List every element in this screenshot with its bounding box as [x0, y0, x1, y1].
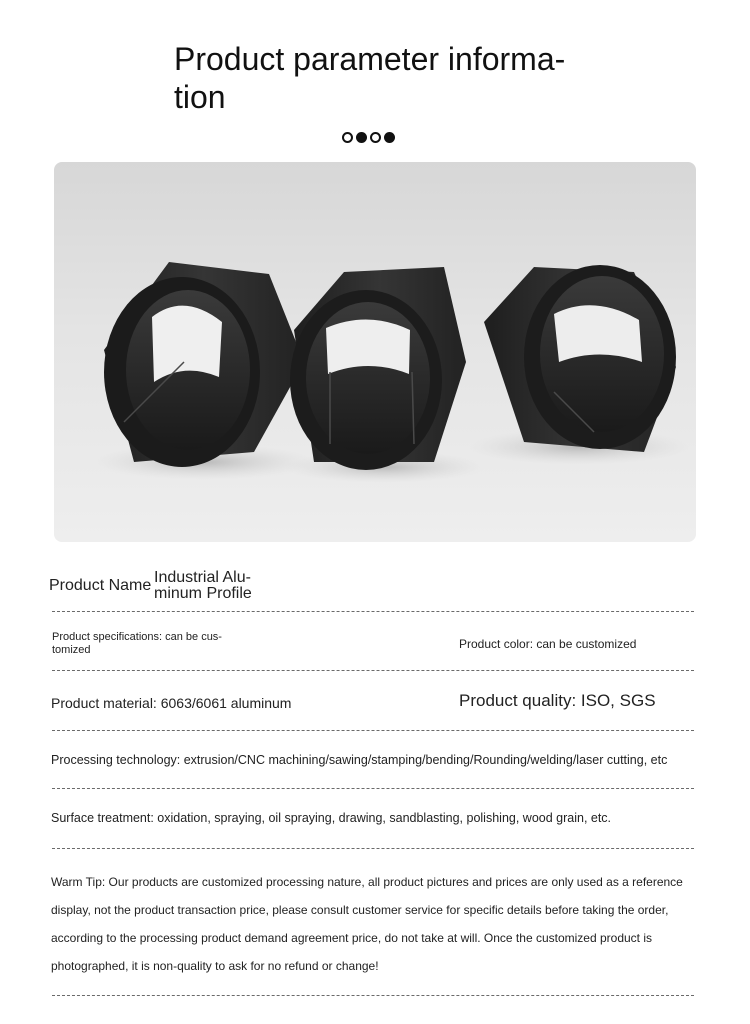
divider: [52, 788, 694, 789]
divider: [52, 995, 694, 996]
tube-left: [104, 262, 304, 467]
carousel-dot[interactable]: [370, 132, 381, 143]
page-title: Product parameter informa- tion: [174, 41, 566, 115]
processing-technology: Processing technology: extrusion/CNC machining/sawing/stamping/bending/Rounding/welding/laser cutting, etc: [51, 753, 668, 767]
divider: [52, 611, 694, 612]
aluminum-tube-profile-photo: [54, 162, 696, 542]
carousel-indicator: [342, 132, 395, 143]
product-material: Product material: 6063/6061 aluminum: [51, 695, 292, 711]
product-name-label: Product Name: [49, 577, 152, 594]
product-photo: [54, 162, 696, 542]
surface-treatment: Surface treatment: oxidation, spraying, oil spraying, drawing, sandblasting, polishing, wood grain, etc.: [51, 811, 612, 825]
product-specifications: Product specifications: can be cus- tomized: [52, 631, 222, 656]
carousel-dot[interactable]: [356, 132, 367, 143]
product-name-value: Industrial Alu- minum Profile: [154, 569, 252, 602]
product-quality: Product quality: ISO, SGS: [459, 691, 656, 710]
product-color: Product color: can be customized: [459, 637, 637, 651]
carousel-dot[interactable]: [384, 132, 395, 143]
carousel-dot[interactable]: [342, 132, 353, 143]
tube-right: [484, 265, 676, 452]
divider: [52, 730, 694, 731]
warm-tip: Warm Tip: Our products are customized processing nature, all product pictures and prices are only used as a reference display, not the product transaction price, please consult customer service for specific details before taking the order, according to the processing product demand agreement price, do not take at will. Once the customized product is photographed, it is non-quality to ask for no refund or change!: [51, 875, 683, 973]
divider: [52, 848, 694, 849]
tube-middle: [290, 267, 466, 470]
divider: [52, 670, 694, 671]
